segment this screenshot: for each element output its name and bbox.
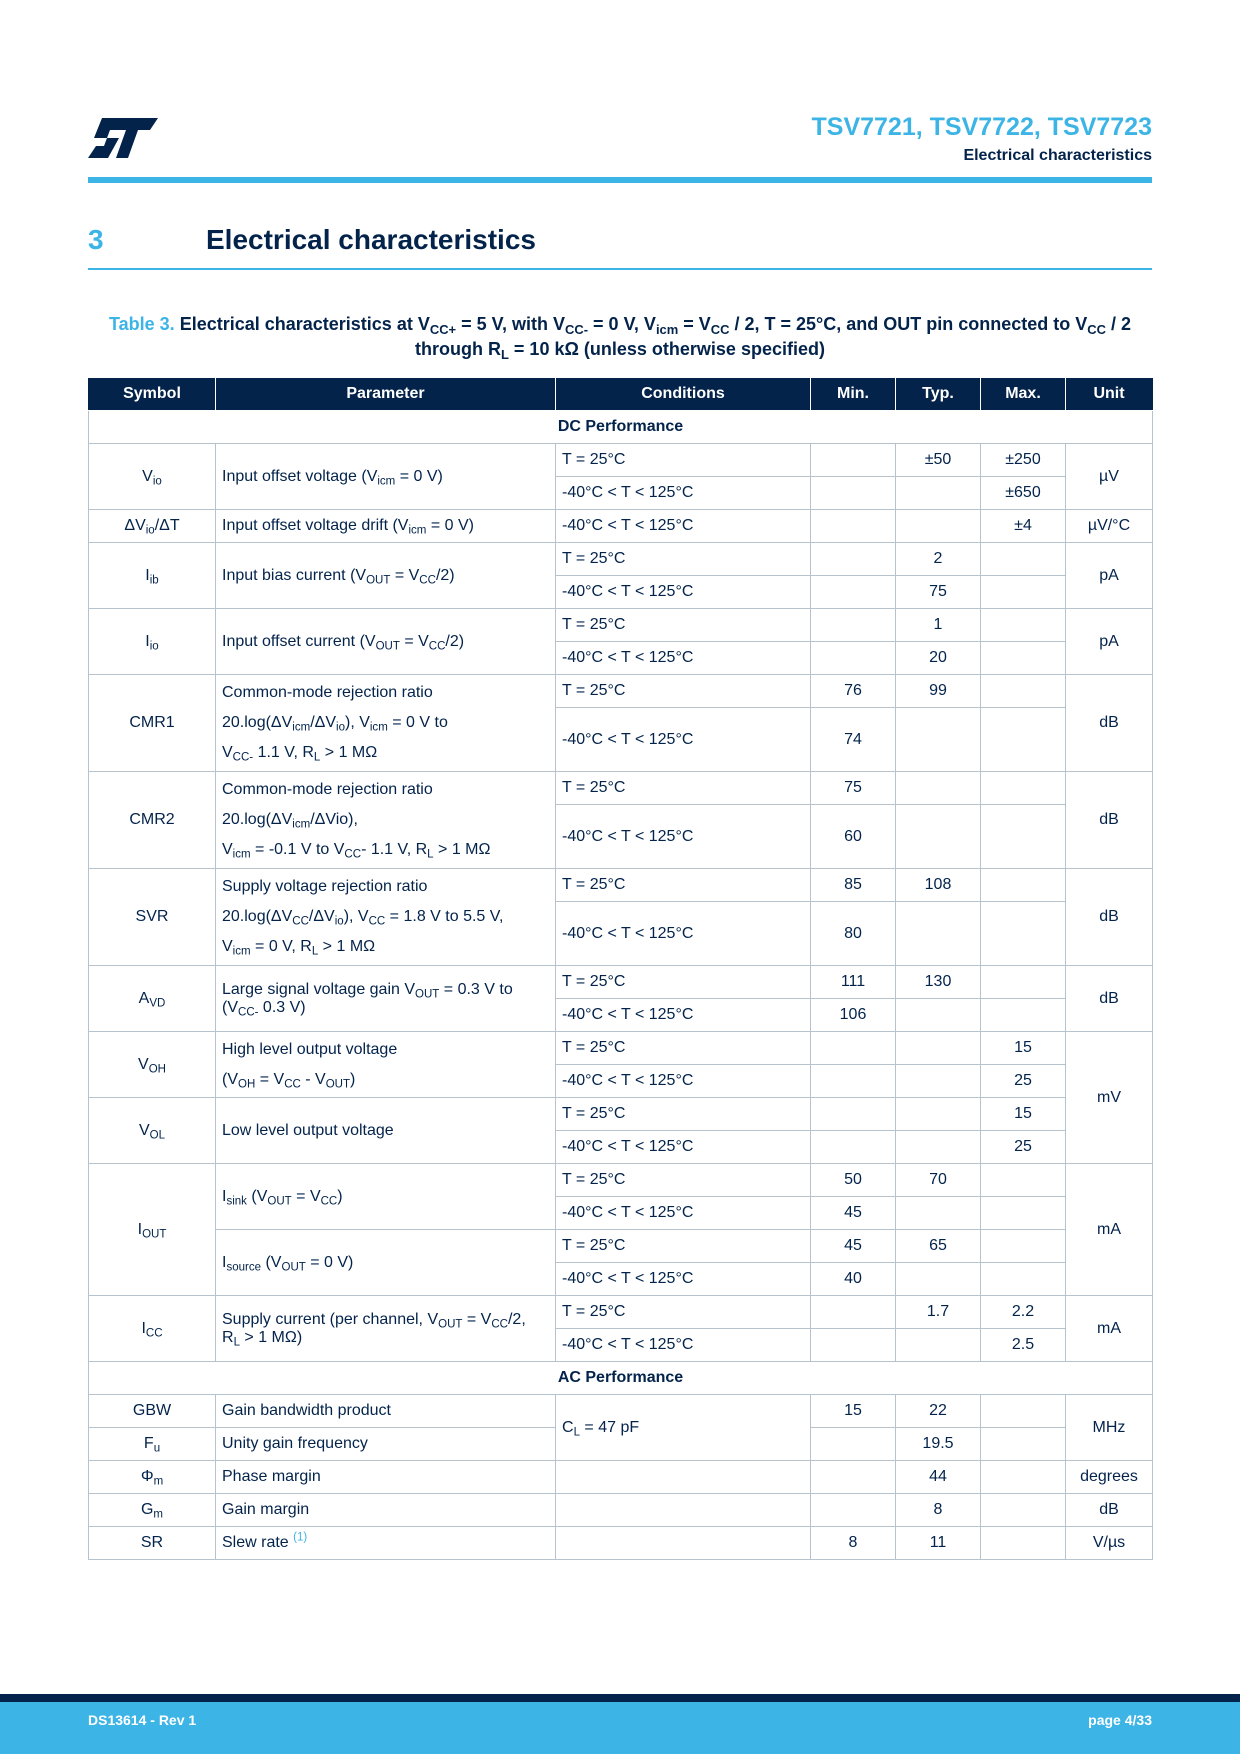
table-row xyxy=(89,543,1153,576)
section-row-ac xyxy=(89,1362,1153,1395)
col-unit: Unit xyxy=(1066,378,1153,411)
unit-cell: µV/°C xyxy=(1066,510,1153,543)
parameter-cell: Input offset voltage ($V_{icm} = 0$ V) xyxy=(216,444,556,510)
col-conditions: Conditions xyxy=(556,378,811,411)
table-row xyxy=(89,1164,1153,1197)
parameter-cell: Large signal voltage gain $V_{OUT} = 0.3$ V to ($V_{CC-}$ 0.3 V) xyxy=(216,966,556,1032)
table-row xyxy=(89,1461,1153,1494)
section-title: Electrical characteristics xyxy=(206,224,536,255)
min-cell xyxy=(811,1065,896,1098)
symbol-cell: $F_u$ xyxy=(89,1428,216,1461)
condition-cell: -40°C < T < 125°C xyxy=(556,1263,811,1296)
typ-cell xyxy=(896,1032,981,1065)
parameter-cell: Input offset current $(V_{OUT} = V_{CC}/2)$ xyxy=(216,609,556,675)
table-row xyxy=(89,1032,1153,1065)
table-row xyxy=(89,675,1153,708)
max-cell xyxy=(981,869,1066,902)
condition-cell: T = 25°C xyxy=(556,1164,811,1197)
parameter-cell: Unity gain frequency xyxy=(216,1428,556,1461)
min-cell: 111 xyxy=(811,966,896,999)
section-rule xyxy=(88,268,1152,270)
min-cell: 60 xyxy=(811,805,896,869)
typ-cell: ±50 xyxy=(896,444,981,477)
max-cell xyxy=(981,1461,1066,1494)
parameter-cell: Input offset voltage drift ($V_{icm} = 0$ V) xyxy=(216,510,556,543)
condition-cell: T = 25°C xyxy=(556,1098,811,1131)
typ-cell: 19.5 xyxy=(896,1428,981,1461)
symbol-cell: $I_{CC}$ xyxy=(89,1296,216,1362)
min-cell xyxy=(811,1098,896,1131)
unit-cell: µV xyxy=(1066,444,1153,510)
max-cell: ±250 xyxy=(981,444,1066,477)
min-cell xyxy=(811,543,896,576)
condition-cell: -40°C < T < 125°C xyxy=(556,902,811,966)
table-header-row xyxy=(89,378,1153,411)
symbol-cell: SVR xyxy=(89,869,216,966)
parameter-cell: Gain bandwidth product xyxy=(216,1395,556,1428)
condition-cell: -40°C < T < 125°C xyxy=(556,477,811,510)
typ-cell: 1 xyxy=(896,609,981,642)
condition-cell: T = 25°C xyxy=(556,1032,811,1065)
max-cell xyxy=(981,1395,1066,1428)
max-cell xyxy=(981,902,1066,966)
dc-section-title: DC Performance xyxy=(89,411,1153,444)
symbol-cell: $V_{OH}$ xyxy=(89,1032,216,1098)
typ-cell xyxy=(896,1329,981,1362)
typ-cell xyxy=(896,902,981,966)
typ-cell xyxy=(896,999,981,1032)
typ-cell: 70 xyxy=(896,1164,981,1197)
condition-cell: T = 25°C xyxy=(556,543,811,576)
table-row xyxy=(89,1527,1153,1560)
typ-cell xyxy=(896,805,981,869)
max-cell xyxy=(981,642,1066,675)
symbol-cell: SR xyxy=(89,1527,216,1560)
typ-cell xyxy=(896,510,981,543)
condition-cell: $C_L = 47$ pF xyxy=(556,1395,811,1461)
col-min: Min. xyxy=(811,378,896,411)
table-row xyxy=(89,966,1153,999)
symbol-cell: $V_{OL}$ xyxy=(89,1098,216,1164)
table-row xyxy=(89,772,1153,805)
max-cell: ±4 xyxy=(981,510,1066,543)
condition-cell: -40°C < T < 125°C xyxy=(556,1329,811,1362)
typ-cell: 108 xyxy=(896,869,981,902)
footnote-link[interactable]: (1) xyxy=(293,1531,308,1544)
symbol-cell: $\Phi_m$ xyxy=(89,1461,216,1494)
typ-cell xyxy=(896,1098,981,1131)
footer-dark-band xyxy=(0,1694,1240,1702)
min-cell xyxy=(811,477,896,510)
symbol-cell: $V_{io}$ xyxy=(89,444,216,510)
condition-cell: -40°C < T < 125°C xyxy=(556,576,811,609)
typ-cell: 20 xyxy=(896,642,981,675)
min-cell xyxy=(811,576,896,609)
symbol-cell: CMR1 xyxy=(89,675,216,772)
min-cell xyxy=(811,510,896,543)
parameter-cell: Common-mode rejection ratio $20.\log(\Delta V_{icm}/\Delta Vio)$, $V_{icm} = -0.1$ V to $V_{CC}-$ 1.1 V, $R_L > 1$ MΩ xyxy=(216,772,556,869)
min-cell: 8 xyxy=(811,1527,896,1560)
unit-cell: pA xyxy=(1066,543,1153,609)
unit-cell: V/µs xyxy=(1066,1527,1153,1560)
max-cell: 15 xyxy=(981,1032,1066,1065)
table-row xyxy=(89,869,1153,902)
st-logo xyxy=(88,118,158,158)
typ-cell xyxy=(896,772,981,805)
unit-cell: dB xyxy=(1066,675,1153,772)
condition-cell xyxy=(556,1494,811,1527)
condition-cell xyxy=(556,1527,811,1560)
typ-cell: 11 xyxy=(896,1527,981,1560)
unit-cell: dB xyxy=(1066,772,1153,869)
min-cell xyxy=(811,1428,896,1461)
condition-cell: T = 25°C xyxy=(556,772,811,805)
condition-cell: -40°C < T < 125°C xyxy=(556,642,811,675)
parameter-cell: $I_{sink}$ $(V_{OUT} = V_{CC})$ xyxy=(216,1164,556,1230)
typ-cell xyxy=(896,1065,981,1098)
condition-cell: -40°C < T < 125°C xyxy=(556,999,811,1032)
max-cell: 2.5 xyxy=(981,1329,1066,1362)
unit-cell: mA xyxy=(1066,1296,1153,1362)
typ-cell: 2 xyxy=(896,543,981,576)
symbol-cell: CMR2 xyxy=(89,772,216,869)
max-cell xyxy=(981,999,1066,1032)
min-cell xyxy=(811,609,896,642)
unit-cell: mA xyxy=(1066,1164,1153,1296)
max-cell xyxy=(981,1263,1066,1296)
condition-cell: -40°C < T < 125°C xyxy=(556,805,811,869)
min-cell: 80 xyxy=(811,902,896,966)
symbol-cell: $I_{ib}$ xyxy=(89,543,216,609)
min-cell xyxy=(811,1494,896,1527)
min-cell: 15 xyxy=(811,1395,896,1428)
typ-cell: 99 xyxy=(896,675,981,708)
document-title: TSV7721, TSV7722, TSV7723 xyxy=(811,113,1152,141)
typ-cell: 75 xyxy=(896,576,981,609)
condition-cell: -40°C < T < 125°C xyxy=(556,1197,811,1230)
table-row xyxy=(89,510,1153,543)
symbol-cell: $A_{VD}$ xyxy=(89,966,216,1032)
min-cell: 50 xyxy=(811,1164,896,1197)
col-parameter: Parameter xyxy=(216,378,556,411)
table-row xyxy=(89,444,1153,477)
col-typ: Typ. xyxy=(896,378,981,411)
condition-cell: -40°C < T < 125°C xyxy=(556,1065,811,1098)
typ-cell: 22 xyxy=(896,1395,981,1428)
parameter-cell: Supply current (per channel, $V_{OUT} = V_{CC}/2$, $R_L > 1$ MΩ) xyxy=(216,1296,556,1362)
parameter-cell: Gain margin xyxy=(216,1494,556,1527)
symbol-cell: $I_{io}$ xyxy=(89,609,216,675)
symbol-cell: $G_m$ xyxy=(89,1494,216,1527)
unit-cell: degrees xyxy=(1066,1461,1153,1494)
table-row xyxy=(89,1230,1153,1263)
col-symbol: Symbol xyxy=(89,378,216,411)
page-footer xyxy=(0,1702,1240,1754)
min-cell: 106 xyxy=(811,999,896,1032)
min-cell xyxy=(811,642,896,675)
parameter-cell: $I_{source}$ ($V_{OUT} = 0$ V) xyxy=(216,1230,556,1296)
max-cell xyxy=(981,1428,1066,1461)
min-cell xyxy=(811,1329,896,1362)
max-cell xyxy=(981,1494,1066,1527)
condition-cell xyxy=(556,1461,811,1494)
parameter-cell: Common-mode rejection ratio $20.\log(\Delta V_{icm}/\Delta V_{io})$, $V_{icm} = 0$ V to $V_{CC-}$ 1.1 V, $R_L > 1$ MΩ xyxy=(216,675,556,772)
table-row xyxy=(89,1395,1153,1428)
condition-cell: T = 25°C xyxy=(556,675,811,708)
min-cell xyxy=(811,1296,896,1329)
document-revision: DS13614 - Rev 1 xyxy=(88,1712,197,1728)
unit-cell: dB xyxy=(1066,966,1153,1032)
symbol-cell: GBW xyxy=(89,1395,216,1428)
table-row xyxy=(89,1494,1153,1527)
condition-cell: -40°C < T < 125°C xyxy=(556,510,811,543)
max-cell xyxy=(981,543,1066,576)
unit-cell: mV xyxy=(1066,1032,1153,1164)
parameter-cell: Supply voltage rejection ratio $20.\log(\Delta V_{CC}/\Delta V_{io})$, $V_{CC} = 1.8$ V to 5.5 V, $V_{icm} = 0$ V, $R_L > 1$ MΩ xyxy=(216,869,556,966)
min-cell: 40 xyxy=(811,1263,896,1296)
condition-cell: T = 25°C xyxy=(556,869,811,902)
document-subtitle: Electrical characteristics xyxy=(963,147,1152,164)
min-cell xyxy=(811,1131,896,1164)
max-cell xyxy=(981,1230,1066,1263)
min-cell: 45 xyxy=(811,1197,896,1230)
min-cell: 75 xyxy=(811,772,896,805)
typ-cell: 8 xyxy=(896,1494,981,1527)
section-number: 3 xyxy=(88,224,104,255)
max-cell: 2.2 xyxy=(981,1296,1066,1329)
section-row-dc xyxy=(89,411,1153,444)
parameter-cell: Low level output voltage xyxy=(216,1098,556,1164)
col-max: Max. xyxy=(981,378,1066,411)
table-caption: Table 3. Electrical characteristics at $V_{CC+} = 5$ V, with $V_{CC-} = 0$ V, $V_{icm} = V_{CC} / 2$, T = 25°C, and OUT pin connected to $V_{CC} / 2$ through $R_L = 10$ kΩ (unless otherwise specified) xyxy=(108,314,1131,362)
parameter-cell: Input bias current $(V_{OUT} = V_{CC}/2)$ xyxy=(216,543,556,609)
max-cell xyxy=(981,576,1066,609)
table-label: Table 3. xyxy=(108,314,175,334)
typ-cell: 65 xyxy=(896,1230,981,1263)
typ-cell xyxy=(896,477,981,510)
symbol-cell: $I_{OUT}$ xyxy=(89,1164,216,1296)
condition-cell: T = 25°C xyxy=(556,609,811,642)
ac-section-title: AC Performance xyxy=(89,1362,1153,1395)
header-rule xyxy=(88,177,1152,183)
unit-cell: dB xyxy=(1066,1494,1153,1527)
condition-cell: T = 25°C xyxy=(556,1230,811,1263)
max-cell: ±650 xyxy=(981,477,1066,510)
max-cell xyxy=(981,966,1066,999)
condition-cell: -40°C < T < 125°C xyxy=(556,708,811,772)
table-row xyxy=(89,1296,1153,1329)
max-cell: 15 xyxy=(981,1098,1066,1131)
max-cell xyxy=(981,609,1066,642)
min-cell xyxy=(811,1032,896,1065)
min-cell: 45 xyxy=(811,1230,896,1263)
max-cell xyxy=(981,675,1066,708)
typ-cell xyxy=(896,1197,981,1230)
parameter-cell: Slew rate $^{(1)}$ xyxy=(216,1527,556,1560)
table-row xyxy=(89,609,1153,642)
min-cell: 76 xyxy=(811,675,896,708)
max-cell: 25 xyxy=(981,1065,1066,1098)
page-number: page 4/33 xyxy=(1088,1712,1152,1728)
condition-cell: -40°C < T < 125°C xyxy=(556,1131,811,1164)
min-cell: 74 xyxy=(811,708,896,772)
typ-cell: 130 xyxy=(896,966,981,999)
unit-cell: dB xyxy=(1066,869,1153,966)
condition-cell: T = 25°C xyxy=(556,444,811,477)
symbol-cell: $\Delta V_{io}/\Delta T$ xyxy=(89,510,216,543)
min-cell xyxy=(811,1461,896,1494)
parameter-cell: High level output voltage $(V_{OH} = V_{CC} - V_{OUT})$ xyxy=(216,1032,556,1098)
max-cell xyxy=(981,805,1066,869)
max-cell xyxy=(981,1197,1066,1230)
max-cell: 25 xyxy=(981,1131,1066,1164)
condition-cell: T = 25°C xyxy=(556,1296,811,1329)
min-cell xyxy=(811,444,896,477)
unit-cell: MHz xyxy=(1066,1395,1153,1461)
unit-cell: pA xyxy=(1066,609,1153,675)
min-cell: 85 xyxy=(811,869,896,902)
max-cell xyxy=(981,1164,1066,1197)
typ-cell xyxy=(896,1131,981,1164)
condition-cell: T = 25°C xyxy=(556,966,811,999)
parameter-cell: Phase margin xyxy=(216,1461,556,1494)
max-cell xyxy=(981,772,1066,805)
typ-cell xyxy=(896,708,981,772)
typ-cell xyxy=(896,1263,981,1296)
typ-cell: 1.7 xyxy=(896,1296,981,1329)
table-row xyxy=(89,1098,1153,1131)
electrical-characteristics-table xyxy=(88,378,1153,1560)
max-cell xyxy=(981,1527,1066,1560)
max-cell xyxy=(981,708,1066,772)
typ-cell: 44 xyxy=(896,1461,981,1494)
